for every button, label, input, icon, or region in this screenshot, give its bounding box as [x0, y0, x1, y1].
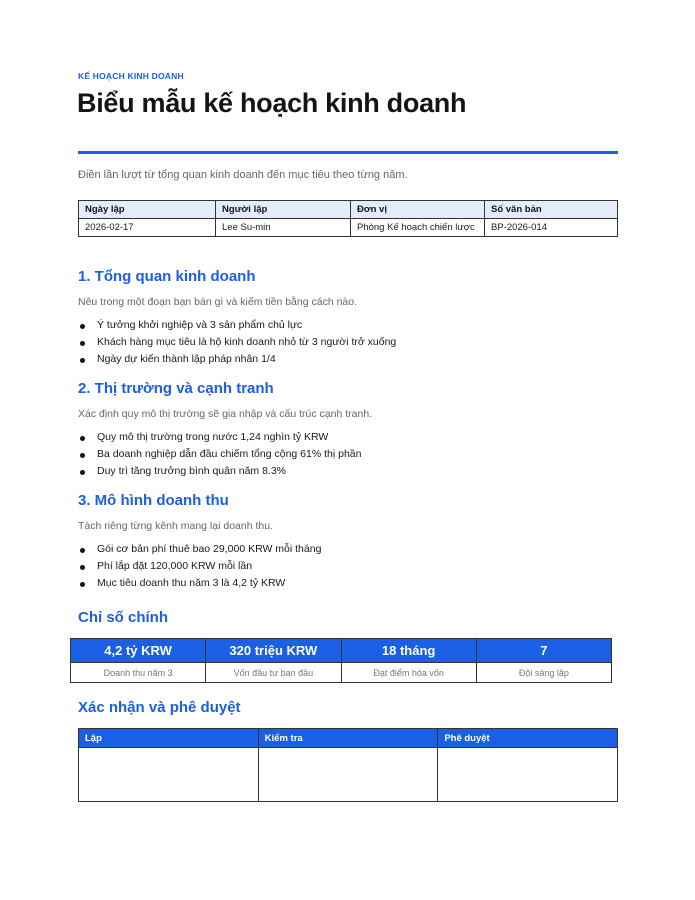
- section-heading-market-competition: 2. Thị trường và cạnh tranh: [78, 380, 274, 397]
- bullet-list: [78, 541, 321, 592]
- list-item: Phí lắp đặt 120,000 KRW mỗi lần: [78, 558, 321, 575]
- created-date-field[interactable]: 2026-02-17: [79, 219, 216, 237]
- list-item: Duy trì tăng trưởng bình quân năm 8.3%: [78, 463, 361, 480]
- list-item: Ngày dự kiến thành lập pháp nhân 1/4: [78, 351, 396, 368]
- section-heading-approval: Xác nhận và phê duyệt: [78, 699, 241, 716]
- kpi-label-row: [71, 663, 612, 683]
- department-field[interactable]: Phòng Kế hoạch chiến lược: [351, 219, 485, 237]
- title-divider: [78, 151, 618, 154]
- approval-table: [78, 728, 618, 802]
- section-description: Xác định quy mô thị trường sẽ gia nhập và cấu trúc cạnh tranh.: [78, 408, 373, 420]
- header-created-date: Ngày lập: [79, 201, 216, 219]
- bullet-list: [78, 429, 361, 480]
- document-info-value-row: [79, 219, 618, 237]
- section-description: Tách riêng từng kênh mang lại doanh thu.: [78, 520, 273, 532]
- kpi-label-founding-team: Đội sáng lập: [476, 663, 611, 683]
- reviewed-signature-box[interactable]: [258, 748, 438, 802]
- approval-header-reviewed: Kiểm tra: [258, 729, 438, 748]
- kpi-label-initial-investment: Vốn đầu tư ban đầu: [206, 663, 341, 683]
- prepared-signature-box[interactable]: [79, 748, 259, 802]
- list-item: Mục tiêu doanh thu năm 3 là 4,2 tỷ KRW: [78, 575, 321, 592]
- header-author: Người lập: [216, 201, 351, 219]
- document-info-header-row: [79, 201, 618, 219]
- page-title: Biểu mẫu kế hoạch kinh doanh: [77, 88, 467, 118]
- kpi-label-year3-revenue: Doanh thu năm 3: [71, 663, 206, 683]
- list-item: Gói cơ bản phí thuê bao 29,000 KRW mỗi tháng: [78, 541, 321, 558]
- section-heading-key-metrics: Chỉ số chính: [78, 609, 168, 626]
- kpi-value-row: [71, 639, 612, 663]
- list-item: Ý tưởng khởi nghiệp và 3 sản phẩm chủ lực: [78, 317, 396, 334]
- section-description: Nêu trong một đoạn bạn bán gì và kiếm tiền bằng cách nào.: [78, 296, 358, 308]
- document-number-field[interactable]: BP-2026-014: [485, 219, 618, 237]
- eyebrow-label: KẾ HOẠCH KINH DOANH: [78, 71, 184, 81]
- approval-header-approved: Phê duyệt: [438, 729, 618, 748]
- kpi-value-founding-team: 7: [476, 639, 611, 663]
- intro-text: Điền lần lượt từ tổng quan kinh doanh đến mục tiêu theo từng năm.: [78, 169, 408, 181]
- kpi-value-year3-revenue: 4,2 tỷ KRW: [71, 639, 206, 663]
- approval-signature-row: [79, 748, 618, 802]
- list-item: Quy mô thị trường trong nước 1,24 nghìn tỷ KRW: [78, 429, 361, 446]
- header-department: Đơn vị: [351, 201, 485, 219]
- list-item: Ba doanh nghiệp dẫn đầu chiếm tổng cộng 61% thị phần: [78, 446, 361, 463]
- list-item: Khách hàng mục tiêu là hộ kinh doanh nhỏ từ 3 người trở xuống: [78, 334, 396, 351]
- document-info-table: [78, 200, 618, 237]
- kpi-value-break-even: 18 tháng: [341, 639, 476, 663]
- key-metrics-table: [70, 638, 612, 683]
- section-heading-revenue-model: 3. Mô hình doanh thu: [78, 492, 229, 509]
- approved-signature-box[interactable]: [438, 748, 618, 802]
- section-heading-business-overview: 1. Tổng quan kinh doanh: [78, 268, 256, 285]
- kpi-value-initial-investment: 320 triệu KRW: [206, 639, 341, 663]
- header-document-number: Số văn bản: [485, 201, 618, 219]
- bullet-list: [78, 317, 396, 368]
- approval-header-row: [79, 729, 618, 748]
- author-field[interactable]: Lee Su-min: [216, 219, 351, 237]
- approval-header-prepared: Lập: [79, 729, 259, 748]
- kpi-label-break-even: Đạt điểm hòa vốn: [341, 663, 476, 683]
